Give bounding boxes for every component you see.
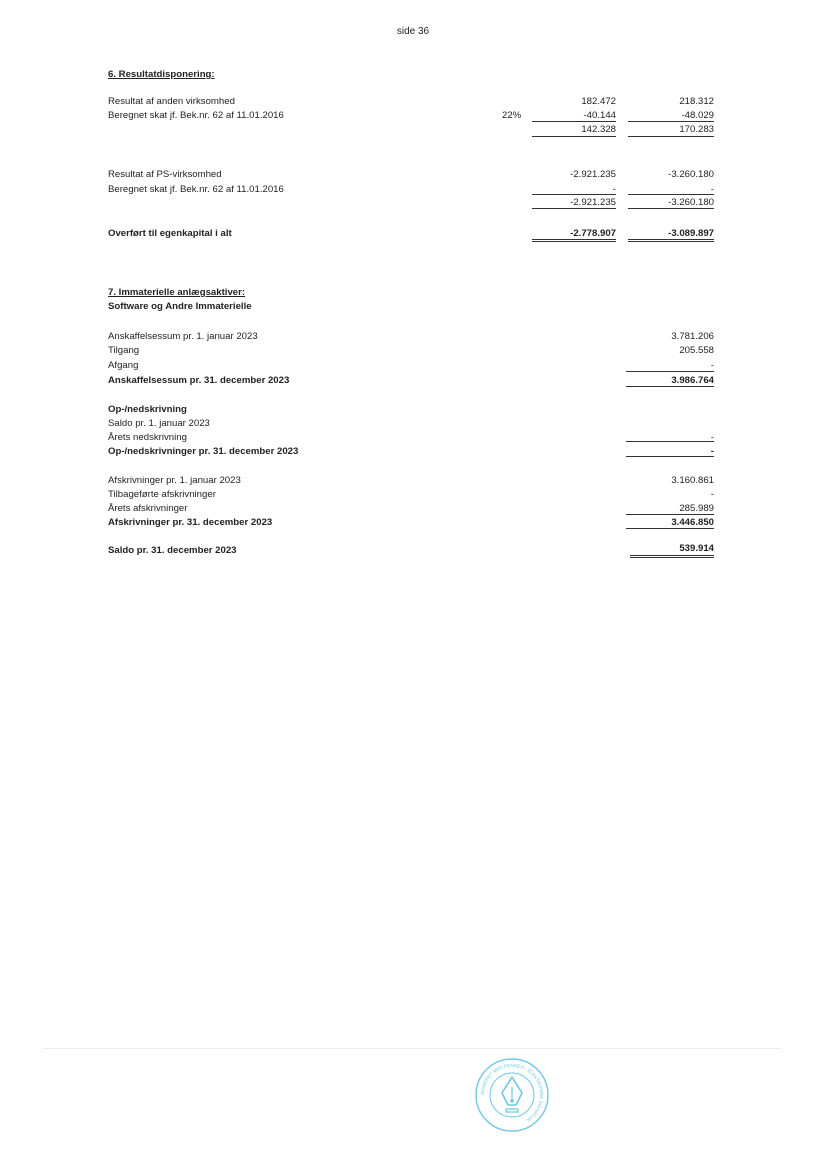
subtotal-rule	[532, 121, 616, 122]
value-current-year: -2.921.235	[570, 169, 616, 180]
subtotal-rule	[626, 386, 714, 387]
value-current-year: -	[612, 184, 616, 195]
subtotal-rule	[532, 194, 616, 195]
row-value: -	[710, 489, 714, 500]
section-heading-7: 7. Immaterielle anlægsaktiver:	[108, 287, 246, 298]
subtotal-rule	[626, 456, 714, 457]
row-label: Tilbageførte afskrivninger	[108, 489, 216, 500]
row-label: Resultat af PS-virksomhed	[108, 169, 222, 180]
value-current-year: 182.472	[581, 96, 616, 107]
subtotal-label: Afskrivninger pr. 31. december 2023	[108, 517, 273, 528]
row-value: 3.781.206	[671, 331, 714, 342]
row-label: Årets nedskrivning	[108, 432, 187, 443]
group-heading: Op-/nedskrivning	[108, 404, 187, 415]
total-prior-year: -3.089.897	[668, 228, 714, 239]
section-subheading: Software og Andre Immaterielle	[108, 301, 252, 312]
subtotal-rule	[628, 136, 714, 137]
pen-nib-seal-icon	[474, 1057, 550, 1133]
row-label: Resultat af anden virksomhed	[108, 96, 235, 107]
total-rule	[532, 239, 616, 242]
value-current-year: 142.328	[581, 124, 616, 135]
row-value: 285.989	[679, 503, 714, 514]
subtotal-rule	[628, 194, 714, 195]
subtotal-rule	[626, 528, 714, 529]
value-current-year: -40.144	[583, 110, 616, 121]
row-label: Tilgang	[108, 345, 140, 356]
page-number: side 36	[396, 26, 430, 37]
total-current-year: -2.778.907	[570, 228, 616, 239]
saldo-value: 539.914	[679, 543, 714, 554]
saldo-label: Saldo pr. 31. december 2023	[108, 545, 237, 556]
value-prior-year: -	[710, 184, 714, 195]
value-current-year: -2.921.235	[570, 197, 616, 208]
row-value: 3.160.861	[671, 475, 714, 486]
row-label: Afskrivninger pr. 1. januar 2023	[108, 475, 241, 486]
subtotal-rule	[626, 514, 714, 515]
value-prior-year: 218.312	[679, 96, 714, 107]
subtotal-rule	[626, 371, 714, 372]
subtotal-value: -	[710, 446, 714, 457]
row-label: Saldo pr. 1. januar 2023	[108, 418, 210, 429]
subtotal-value: 3.446.850	[671, 517, 714, 528]
subtotal-label: Anskaffelsessum pr. 31. december 2023	[108, 375, 290, 386]
row-label: Årets afskrivninger	[108, 503, 188, 514]
total-rule	[630, 555, 714, 558]
subtotal-label: Op-/nedskrivninger pr. 31. december 2023	[108, 446, 299, 457]
value-prior-year: 170.283	[679, 124, 714, 135]
row-value: -	[710, 432, 714, 443]
row-label: Beregnet skat jf. Bek.nr. 62 af 11.01.2016	[108, 184, 284, 195]
subtotal-rule	[628, 121, 714, 122]
total-label: Overført til egenkapital i alt	[108, 228, 232, 239]
row-value: 205.558	[679, 345, 714, 356]
subtotal-rule	[532, 208, 616, 209]
subtotal-value: 3.986.764	[671, 375, 714, 386]
subtotal-rule	[532, 136, 616, 137]
value-prior-year: -3.260.180	[668, 169, 714, 180]
row-label: Anskaffelsessum pr. 1. januar 2023	[108, 331, 258, 342]
tax-rate: 22%	[502, 110, 522, 121]
value-prior-year: -48.029	[681, 110, 714, 121]
subtotal-rule	[626, 441, 714, 442]
footer-divider	[42, 1048, 782, 1049]
seal-ring-text: SIGNERET MED PENNEO · ELEKTRONISK SIGNATUR	[479, 1062, 545, 1123]
row-label: Beregnet skat jf. Bek.nr. 62 af 11.01.2016	[108, 110, 284, 121]
row-value: -	[710, 360, 714, 371]
total-rule	[628, 239, 714, 242]
section-heading-6: 6. Resultatdisponering:	[108, 69, 215, 80]
row-label: Afgang	[108, 360, 139, 371]
value-prior-year: -3.260.180	[668, 197, 714, 208]
subtotal-rule	[628, 208, 714, 209]
